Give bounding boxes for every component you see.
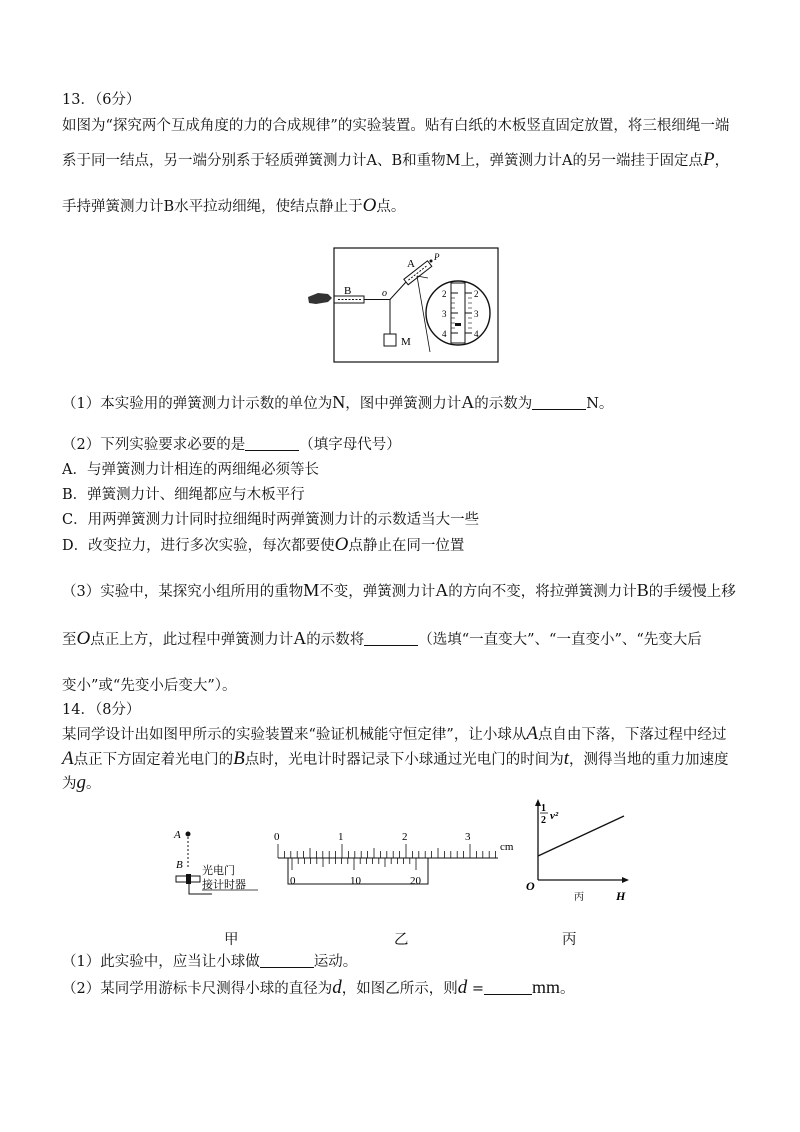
main-label-1: 1	[338, 831, 344, 843]
weight-m	[384, 334, 396, 346]
label-m: M	[401, 336, 411, 348]
caption-bing: 丙	[562, 932, 577, 948]
q13-intro-line2: 系于同一结点，另一端分别系于轻质弹簧测力计A、B和重物M上，弹簧测力计A的另一端挂于固定点P，	[62, 149, 730, 170]
label-b: B	[176, 859, 183, 871]
q14-p2-answer-blank[interactable]	[484, 980, 532, 995]
tick-left-3: 3	[442, 309, 447, 319]
q14-intro-line1: 某同学设计出如图甲所示的实验装置来“验证机械能守恒定律”，让小球从A点自由下落，下落过程中经过	[62, 723, 727, 744]
figure-yi-vernier-caliper	[268, 826, 528, 902]
q13-p1-answer-blank[interactable]	[532, 395, 586, 410]
tick-right-4: 4	[474, 329, 479, 339]
figure-jia-photogate	[172, 826, 272, 902]
q13-intro-line1: 如图为“探究两个互成角度的力的合成规律”的实验装置。贴有白纸的木板竖直固定放置，将三根细绳一端	[62, 118, 730, 134]
q13-option-a: A．与弹簧测力计相连的两细绳必须等长	[62, 462, 319, 478]
q13-intro-line3: 手持弹簧测力计B水平拉动细绳，使结点静止于O点。	[62, 195, 406, 216]
vernier-label-20: 20	[410, 875, 421, 887]
photogate-label: 光电门	[202, 865, 235, 877]
q13-part2-stem: （2）下列实验要求必要的是 （填字母代号）	[62, 437, 401, 453]
scale-pointer	[455, 323, 461, 326]
y-axis-var: v²	[550, 810, 559, 822]
q13-part3-line3: 变小”或“先变小后变大”）。	[62, 678, 237, 694]
q13-p3-answer-blank[interactable]	[364, 631, 418, 646]
q13-option-c: C．用两弹簧测力计同时拉细绳时两弹簧测力计的示数适当大一些	[62, 512, 480, 528]
vernier-scale-ticks	[292, 858, 416, 870]
unit-mm: mm	[532, 977, 561, 997]
var-o: O	[362, 195, 377, 216]
tick-left-4: 4	[442, 329, 447, 339]
unit-cm: cm	[500, 841, 514, 853]
q14-header: 14．（8分）	[62, 702, 141, 718]
label-a: A	[407, 258, 415, 270]
spring-scale-apparatus-figure	[306, 246, 506, 366]
timer-label: 接计时器	[202, 879, 246, 891]
y-axis-den: 2	[541, 815, 546, 826]
q13-part1: （1）本实验用的弹簧测力计示数的单位为N，图中弹簧测力计A的示数为 N。	[62, 392, 614, 412]
label-a: A	[174, 829, 181, 841]
q13-part3-line2: 至O点正上方，此过程中弹簧测力计A的示数将 （选填“一直变大”、“一直变小”、“先变大后	[62, 628, 702, 649]
caption-yi: 乙	[394, 932, 409, 948]
q13-part3-line1: （3）实验中，某探究小组所用的重物M不变，弹簧测力计A的方向不变，将拉弹簧测力计B的手缓慢上移	[62, 580, 736, 600]
figure-bing-graph	[522, 796, 642, 906]
tick-left-2: 2	[442, 289, 447, 299]
y-axis-num: 1	[541, 803, 546, 814]
q13-option-b: B．弹簧测力计、细绳都应与木板平行	[62, 487, 305, 503]
caption-jia: 甲	[224, 932, 239, 948]
q13-option-d: D．改变拉力，进行多次实验，每次都要使O点静止在同一位置	[62, 534, 465, 555]
main-label-3: 3	[465, 831, 471, 843]
unit-n: N	[332, 392, 346, 412]
x-axis-arrow	[622, 877, 629, 883]
q14-intro-line3: 为g。	[62, 772, 101, 793]
hand-icon	[308, 293, 332, 304]
q13-p2-answer-blank[interactable]	[245, 436, 299, 451]
q14-part2: （2）某同学用游标卡尺测得小球的直径为d，如图乙所示，则d = mm。	[62, 977, 575, 998]
vernier-label-0: 0	[290, 875, 296, 887]
main-label-0: 0	[274, 831, 280, 843]
label-p: P	[434, 252, 440, 262]
ball-a	[186, 832, 191, 837]
label-b: B	[344, 285, 352, 297]
var-p: P	[702, 149, 715, 170]
main-scale-ticks	[278, 844, 496, 858]
origin-label: O	[526, 879, 535, 893]
q14-part1: （1）此实验中，应当让小球做 运动。	[62, 954, 358, 970]
graph-inner-label: 丙	[574, 892, 584, 903]
linear-plot-line	[538, 816, 624, 856]
q14-p1-answer-blank[interactable]	[260, 953, 314, 968]
vernier-label-10: 10	[350, 875, 361, 887]
x-axis-var: H	[616, 889, 626, 903]
fixed-point-p	[430, 260, 433, 263]
q13-header: 13．（6分）	[62, 92, 141, 108]
tick-right-2: 2	[474, 289, 479, 299]
q14-intro-line2: A点正下方固定着光电门的B点时，光电计时器记录下小球通过光电门的时间为t，测得当地的重力加速度	[62, 748, 729, 769]
label-o: o	[382, 288, 387, 299]
main-label-2: 2	[402, 831, 408, 843]
tick-right-3: 3	[474, 309, 479, 319]
